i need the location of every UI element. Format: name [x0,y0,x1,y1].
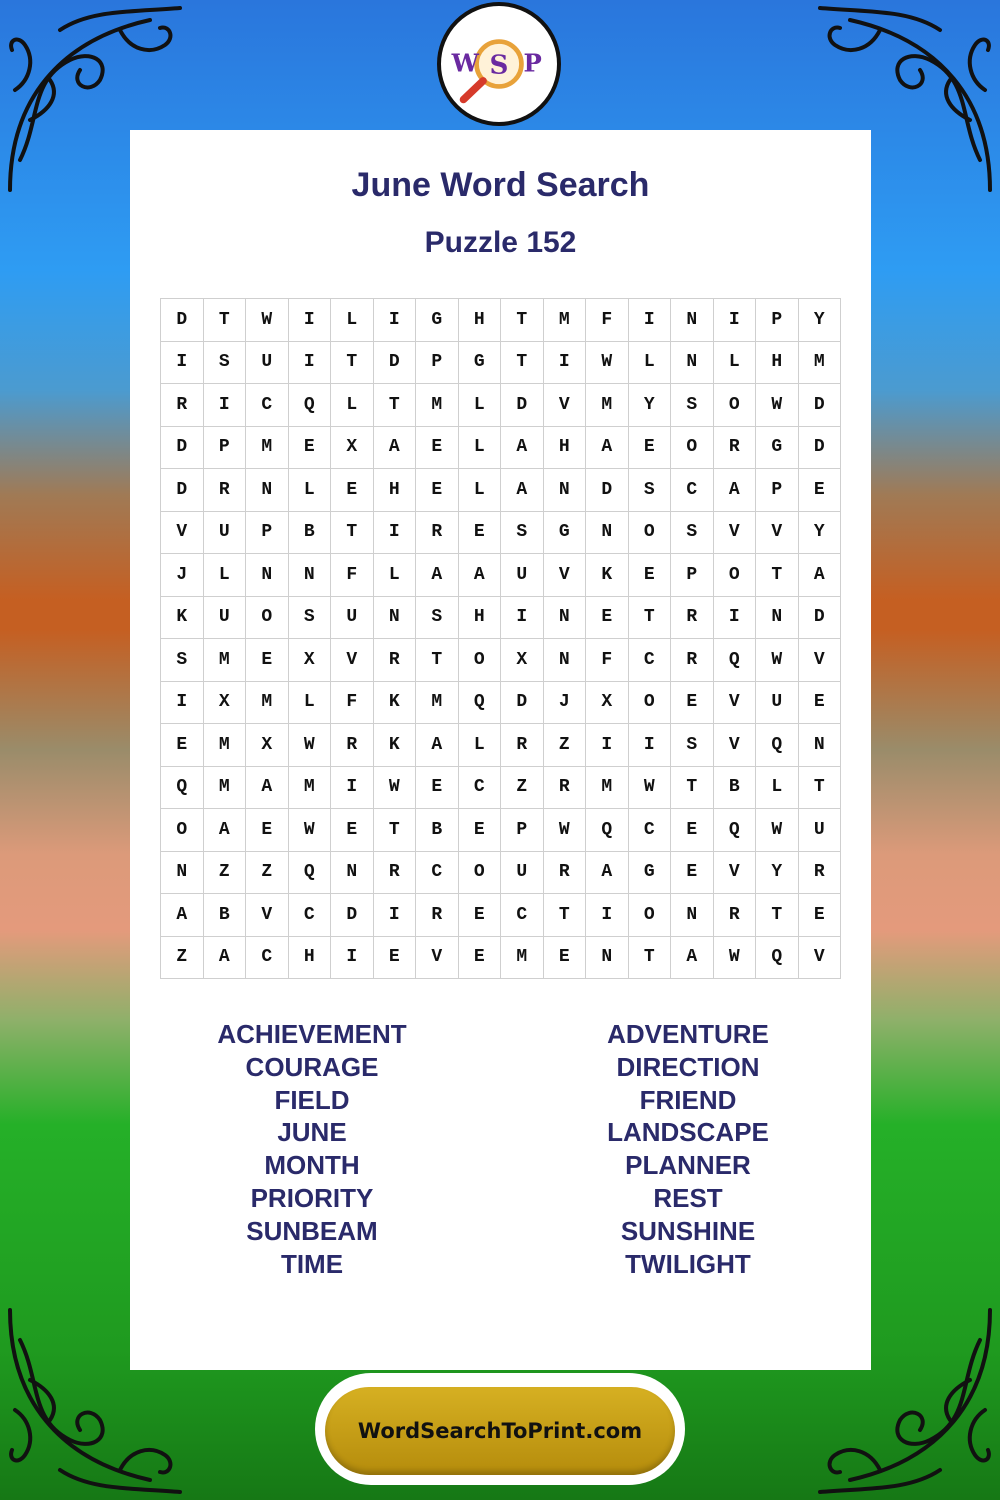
grid-cell: L [289,469,332,512]
grid-cell: E [331,469,374,512]
grid-cell: E [416,427,459,470]
grid-cell: U [246,342,289,385]
grid-cell: M [416,682,459,725]
grid-cell: S [289,597,332,640]
grid-cell: O [629,894,672,937]
grid-cell: R [204,469,247,512]
grid-cell: C [289,894,332,937]
grid-cell: A [459,554,502,597]
grid-cell: A [586,852,629,895]
grid-cell: N [331,852,374,895]
svg-text:W: W [451,48,479,78]
grid-cell: V [714,724,757,767]
word-item: PLANNER [625,1150,751,1181]
grid-cell: G [416,299,459,342]
grid-cell: A [204,809,247,852]
grid-cell: M [544,299,587,342]
grid-cell: X [246,724,289,767]
grid-cell: A [714,469,757,512]
grid-cell: U [204,597,247,640]
grid-cell: A [586,427,629,470]
website-label: WordSearchToPrint.com [357,1419,643,1443]
word-item: ACHIEVEMENT [217,1019,407,1049]
word-list [130,1018,871,1288]
word-item: FIELD [274,1084,350,1115]
grid-cell: B [416,809,459,852]
grid-cell: N [246,554,289,597]
grid-cell: Q [586,809,629,852]
grid-cell: Q [459,682,502,725]
grid-cell: O [714,554,757,597]
grid-cell: M [799,342,842,385]
grid-cell: E [331,809,374,852]
grid-cell: S [671,384,714,427]
grid-cell: X [204,682,247,725]
grid-cell: I [714,597,757,640]
grid-cell: N [671,299,714,342]
grid-cell: Z [204,852,247,895]
grid-cell: N [586,937,629,980]
grid-cell: A [204,937,247,980]
grid-cell: A [799,554,842,597]
grid-cell: M [246,427,289,470]
grid-cell: A [416,724,459,767]
grid-cell: I [331,937,374,980]
word-item: SUNSHINE [620,1215,756,1246]
word-list-left [162,1018,462,1280]
grid-cell: N [671,894,714,937]
grid-cell: A [671,937,714,980]
footer-badge [315,1373,685,1485]
grid-cell: U [204,512,247,555]
grid-cell: V [544,554,587,597]
grid-cell: O [671,427,714,470]
grid-cell: B [714,767,757,810]
grid-cell: Q [714,639,757,682]
grid-cell: R [501,724,544,767]
grid-cell: V [714,852,757,895]
grid-cell: T [331,512,374,555]
word-item: DIRECTION [616,1051,760,1082]
grid-cell: L [714,342,757,385]
grid-cell: R [544,852,587,895]
grid-cell: T [501,299,544,342]
grid-cell: D [501,384,544,427]
page-title: June Word Search [351,166,650,204]
grid-cell: Q [756,937,799,980]
grid-cell: O [459,852,502,895]
grid-cell: F [586,299,629,342]
grid-cell: F [331,554,374,597]
grid-cell: H [544,427,587,470]
grid-cell: N [246,469,289,512]
puzzle-card [130,130,871,1370]
puzzle-number: Puzzle 152 [424,226,577,259]
svg-text:P: P [523,48,542,78]
grid-cell: N [544,639,587,682]
grid-cell: D [161,469,204,512]
grid-cell: V [246,894,289,937]
grid-cell: U [331,597,374,640]
grid-cell: T [629,937,672,980]
grid-cell: D [799,427,842,470]
grid-cell: M [204,724,247,767]
grid-cell: X [501,639,544,682]
grid-cell: N [586,512,629,555]
grid-cell: R [714,894,757,937]
grid-cell: T [756,554,799,597]
grid-cell: V [544,384,587,427]
grid-cell: U [501,554,544,597]
grid-cell: Q [289,384,332,427]
grid-cell: V [799,639,842,682]
grid-cell: R [671,597,714,640]
grid-cell: A [374,427,417,470]
grid-cell: E [671,809,714,852]
grid-cell: R [544,767,587,810]
grid-cell: R [374,852,417,895]
word-item: REST [653,1182,723,1213]
grid-cell: S [204,342,247,385]
grid-cell: N [671,342,714,385]
grid-cell: T [629,597,672,640]
svg-text:S: S [489,49,509,81]
grid-cell: S [629,469,672,512]
grid-cell: N [756,597,799,640]
grid-cell: T [374,384,417,427]
word-item: TIME [280,1248,344,1279]
grid-cell: A [161,894,204,937]
grid-cell: M [586,767,629,810]
grid-cell: N [799,724,842,767]
grid-cell: E [416,469,459,512]
grid-cell: G [756,427,799,470]
word-item: TWILIGHT [625,1248,751,1279]
grid-cell: R [374,639,417,682]
grid-cell: E [671,852,714,895]
grid-cell: T [671,767,714,810]
grid-cell: W [629,767,672,810]
grid-cell: Z [161,937,204,980]
grid-cell: C [629,639,672,682]
grid-cell: N [544,469,587,512]
grid-cell: P [416,342,459,385]
grid-cell: Q [756,724,799,767]
grid-cell: A [246,767,289,810]
grid-cell: W [544,809,587,852]
grid-cell: E [459,937,502,980]
grid-cell: H [289,937,332,980]
grid-cell: R [331,724,374,767]
grid-cell: T [204,299,247,342]
grid-cell: D [501,682,544,725]
grid-cell: C [246,937,289,980]
grid-cell: S [501,512,544,555]
grid-cell: I [714,299,757,342]
word-item: FRIEND [639,1084,737,1115]
grid-cell: M [246,682,289,725]
grid-cell: W [246,299,289,342]
grid-cell: R [161,384,204,427]
grid-cell: J [544,682,587,725]
word-item: ADVENTURE [607,1019,769,1049]
grid-cell: I [586,894,629,937]
grid-cell: P [756,469,799,512]
grid-cell: L [459,469,502,512]
grid-cell: P [671,554,714,597]
grid-cell: E [799,469,842,512]
grid-cell: Y [799,512,842,555]
grid-cell: W [714,937,757,980]
word-item: MONTH [264,1150,360,1181]
grid-cell: V [331,639,374,682]
grid-cell: C [416,852,459,895]
grid-cell: X [331,427,374,470]
grid-cell: U [501,852,544,895]
grid-cell: Y [629,384,672,427]
grid-cell: X [586,682,629,725]
grid-cell: V [756,512,799,555]
grid-cell: H [459,597,502,640]
grid-cell: V [714,512,757,555]
grid-cell: I [289,342,332,385]
grid-cell: N [374,597,417,640]
grid-cell: Y [756,852,799,895]
grid-cell: W [289,809,332,852]
grid-cell: V [161,512,204,555]
grid-cell: S [671,724,714,767]
grid-cell: M [289,767,332,810]
grid-cell: E [799,894,842,937]
grid-cell: Q [161,767,204,810]
grid-cell: Q [714,809,757,852]
grid-cell: I [629,299,672,342]
grid-cell: M [416,384,459,427]
grid-cell: E [459,894,502,937]
grid-cell: N [161,852,204,895]
grid-cell: L [374,554,417,597]
grid-cell: I [161,342,204,385]
word-item: PRIORITY [250,1182,374,1213]
grid-cell: Z [246,852,289,895]
grid-cell: G [544,512,587,555]
grid-cell: J [161,554,204,597]
grid-cell: V [416,937,459,980]
grid-cell: L [629,342,672,385]
grid-cell: E [374,937,417,980]
grid-cell: A [501,469,544,512]
grid-cell: O [629,512,672,555]
grid-cell: O [714,384,757,427]
grid-cell: C [671,469,714,512]
grid-cell: C [459,767,502,810]
grid-cell: T [501,342,544,385]
grid-cell: D [799,384,842,427]
grid-cell: O [161,809,204,852]
grid-cell: P [204,427,247,470]
grid-cell: T [416,639,459,682]
grid-cell: L [756,767,799,810]
grid-cell: E [246,639,289,682]
grid-cell: G [459,342,502,385]
grid-cell: C [246,384,289,427]
grid-cell: L [204,554,247,597]
grid-cell: E [629,427,672,470]
grid-cell: I [331,767,374,810]
word-item: LANDSCAPE [607,1117,769,1148]
grid-cell: W [289,724,332,767]
grid-cell: V [714,682,757,725]
grid-cell: A [501,427,544,470]
grid-cell: U [756,682,799,725]
grid-cell: W [756,809,799,852]
grid-cell: D [374,342,417,385]
grid-cell: W [374,767,417,810]
grid-cell: I [544,342,587,385]
grid-cell: T [374,809,417,852]
grid-cell: E [416,767,459,810]
grid-cell: D [799,597,842,640]
grid-cell: C [629,809,672,852]
grid-cell: E [459,512,502,555]
grid-cell: I [374,299,417,342]
grid-cell: R [416,894,459,937]
grid-cell: W [756,384,799,427]
grid-cell: T [544,894,587,937]
grid-cell: R [416,512,459,555]
letter-grid [160,298,841,979]
word-item: COURAGE [245,1051,379,1082]
grid-cell: W [586,342,629,385]
grid-cell: M [586,384,629,427]
grid-cell: N [289,554,332,597]
grid-cell: E [799,682,842,725]
grid-cell: X [289,639,332,682]
grid-cell: Z [544,724,587,767]
grid-cell: Q [289,852,332,895]
grid-cell: T [799,767,842,810]
grid-cell: R [799,852,842,895]
grid-cell: A [416,554,459,597]
grid-cell: D [586,469,629,512]
grid-cell: L [331,299,374,342]
grid-cell: I [161,682,204,725]
grid-cell: M [204,639,247,682]
grid-cell: Z [501,767,544,810]
grid-cell: P [501,809,544,852]
grid-cell: I [204,384,247,427]
grid-cell: C [501,894,544,937]
word-item: SUNBEAM [246,1215,378,1246]
grid-cell: S [671,512,714,555]
grid-cell: K [161,597,204,640]
grid-cell: L [459,384,502,427]
grid-cell: E [161,724,204,767]
grid-cell: O [459,639,502,682]
website-link[interactable] [325,1387,675,1475]
grid-cell: R [671,639,714,682]
wsp-logo[interactable] [437,2,561,126]
grid-cell: U [799,809,842,852]
grid-cell: K [374,682,417,725]
grid-cell: K [586,554,629,597]
grid-cell: T [756,894,799,937]
grid-cell: F [331,682,374,725]
grid-cell: T [331,342,374,385]
grid-cell: D [161,427,204,470]
grid-cell: L [331,384,374,427]
grid-cell: I [629,724,672,767]
grid-cell: S [161,639,204,682]
grid-cell: I [586,724,629,767]
grid-cell: G [629,852,672,895]
grid-cell: F [586,639,629,682]
grid-cell: R [714,427,757,470]
grid-cell: H [459,299,502,342]
grid-cell: E [289,427,332,470]
grid-cell: P [246,512,289,555]
grid-cell: W [756,639,799,682]
word-list-right [538,1018,838,1280]
grid-cell: I [501,597,544,640]
grid-cell: H [756,342,799,385]
grid-cell: E [459,809,502,852]
grid-cell: B [204,894,247,937]
grid-cell: H [374,469,417,512]
grid-cell: L [459,427,502,470]
grid-cell: M [204,767,247,810]
word-item: JUNE [277,1117,347,1148]
grid-cell: V [799,937,842,980]
grid-cell: I [289,299,332,342]
grid-cell: D [161,299,204,342]
grid-cell: E [246,809,289,852]
grid-cell: D [331,894,374,937]
grid-cell: O [629,682,672,725]
grid-cell: P [756,299,799,342]
grid-cell: N [544,597,587,640]
grid-cell: E [544,937,587,980]
grid-cell: S [416,597,459,640]
grid-cell: L [459,724,502,767]
grid-cell: Y [799,299,842,342]
grid-cell: I [374,894,417,937]
grid-cell: E [671,682,714,725]
grid-cell: E [586,597,629,640]
grid-cell: K [374,724,417,767]
grid-cell: B [289,512,332,555]
grid-cell: E [629,554,672,597]
grid-cell: L [289,682,332,725]
grid-cell: I [374,512,417,555]
grid-cell: O [246,597,289,640]
magnifier-icon [441,6,557,122]
grid-cell: M [501,937,544,980]
